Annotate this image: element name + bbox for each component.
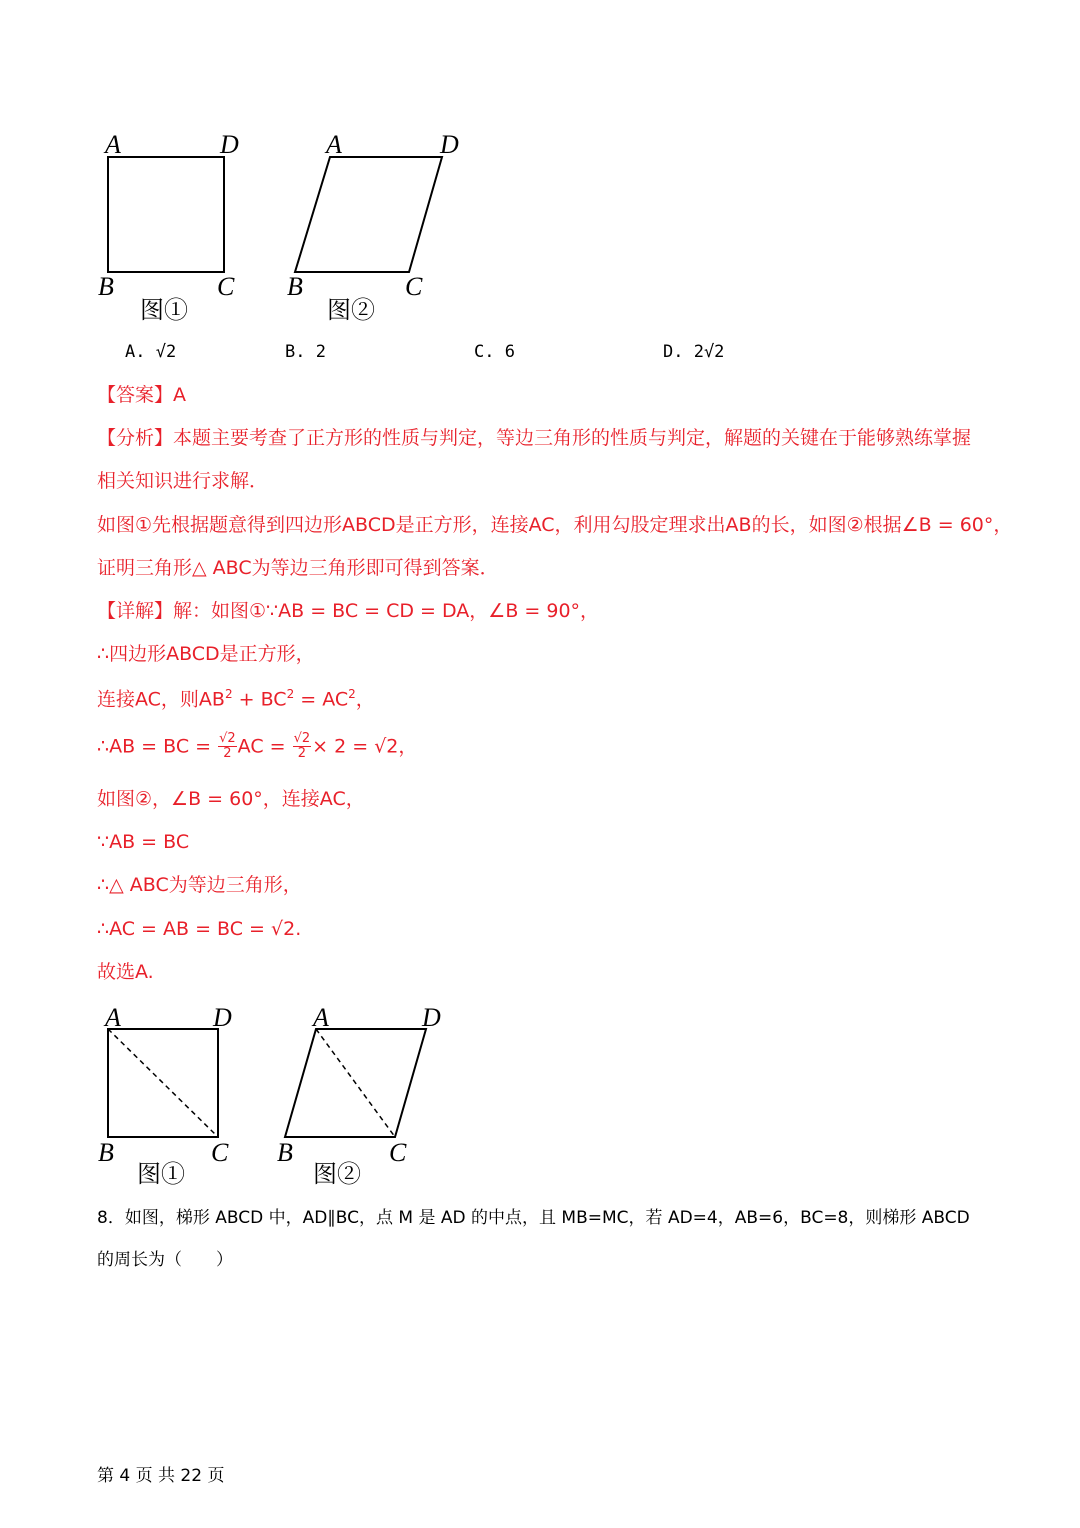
- bottom-fig1-label-b: B: [98, 1138, 114, 1167]
- square-figure-1: [108, 157, 224, 272]
- top-fig1-caption: 图①: [140, 296, 188, 324]
- diagonal-ac-fig2: [316, 1029, 395, 1137]
- option-b: B. 2: [285, 342, 326, 362]
- detail-line-3-b: + BC: [232, 688, 287, 711]
- top-fig2-label-c: C: [405, 272, 423, 301]
- fraction-2-den: 2: [297, 746, 307, 762]
- answer-line: 【答案】A: [97, 384, 186, 406]
- bottom-fig1-label-c: C: [211, 1138, 229, 1167]
- top-fig1-label-b: B: [98, 272, 114, 301]
- detail-line-6: ∵AB = BC: [97, 831, 190, 853]
- detail-line-1: 【详解】解：如图①∵AB = BC = CD = DA，∠B = 90°，: [97, 600, 600, 622]
- diagonal-ac-fig1: [108, 1029, 218, 1137]
- detail-line-4-b: AC =: [237, 735, 292, 758]
- top-fig1-label-d: D: [220, 130, 239, 159]
- detail-line-4: [97, 732, 417, 762]
- bottom-fig2-label-a: A: [313, 1003, 329, 1032]
- top-fig1-label-a: A: [105, 130, 121, 159]
- option-d: D. 2√2: [663, 342, 725, 362]
- analysis-line-2: 相关知识进行求解．: [97, 470, 269, 492]
- detail-line-3-a: 连接AC，则AB: [97, 688, 225, 711]
- detail-line-4-a: ∴AB = BC =: [97, 735, 218, 758]
- detail-line-4-c: × 2 = √2，: [312, 735, 418, 758]
- option-c: C. 6: [474, 342, 515, 362]
- bottom-fig2-caption: 图②: [313, 1160, 361, 1188]
- detail-line-3-d: ，: [355, 688, 375, 711]
- bottom-fig1-label-a: A: [105, 1003, 121, 1032]
- detail-line-2: ∴四边形ABCD是正方形，: [97, 643, 315, 665]
- option-a: A. √2: [125, 342, 177, 362]
- detail-line-7: ∴△ ABC为等边三角形，: [97, 874, 302, 896]
- bottom-fig2-label-c: C: [389, 1138, 407, 1167]
- detail-line-3: [97, 688, 375, 709]
- bottom-fig2-label-b: B: [277, 1138, 293, 1167]
- question-8-line-2: 的周长为（ ）: [97, 1250, 233, 1270]
- sup-2-c: 2: [348, 687, 356, 701]
- fraction-2: [293, 732, 312, 762]
- bottom-fig1-caption: 图①: [137, 1160, 185, 1188]
- detail-line-5: 如图②，∠B = 60°，连接AC，: [97, 788, 365, 810]
- sup-2-a: 2: [224, 687, 233, 701]
- choose-line: 故选A.: [97, 961, 154, 983]
- bottom-fig1-label-d: D: [213, 1003, 232, 1032]
- rhombus-figure-2: [295, 157, 442, 272]
- page-footer: 第 4 页 共 22 页: [97, 1466, 225, 1486]
- analysis-line-1: 【分析】本题主要考查了正方形的性质与判定，等边三角形的性质与判定，解题的关键在于能够熟练掌握: [97, 427, 972, 449]
- analysis-line-4: 证明三角形△ ABC为等边三角形即可得到答案．: [97, 557, 499, 579]
- top-fig2-label-d: D: [440, 130, 459, 159]
- square-figure-1-bottom: [108, 1029, 218, 1137]
- bottom-fig2-label-d: D: [422, 1003, 441, 1032]
- top-fig2-label-a: A: [326, 130, 342, 159]
- fraction-1-den: 2: [223, 746, 232, 762]
- top-fig2-caption: 图②: [327, 296, 375, 324]
- fraction-2-num: √2: [293, 731, 311, 746]
- question-8-line-1: 8．如图，梯形 ABCD 中，AD∥BC，点 M 是 AD 的中点，且 MB=MC，若 AD=4，AB=6，BC=8，则梯形 ABCD: [97, 1208, 970, 1228]
- top-fig1-label-c: C: [217, 272, 235, 301]
- analysis-line-3: 如图①先根据题意得到四边形ABCD是正方形，连接AC，利用勾股定理求出AB的长，如图②根据∠B = 60°，: [97, 514, 1013, 536]
- top-fig2-label-b: B: [287, 272, 303, 301]
- fraction-1: [218, 732, 237, 762]
- sup-2-b: 2: [286, 687, 295, 701]
- detail-line-3-c: = AC: [294, 688, 349, 711]
- detail-line-8: ∴AC = AB = BC = √2.: [97, 918, 302, 940]
- fraction-1-num: √2: [219, 731, 236, 746]
